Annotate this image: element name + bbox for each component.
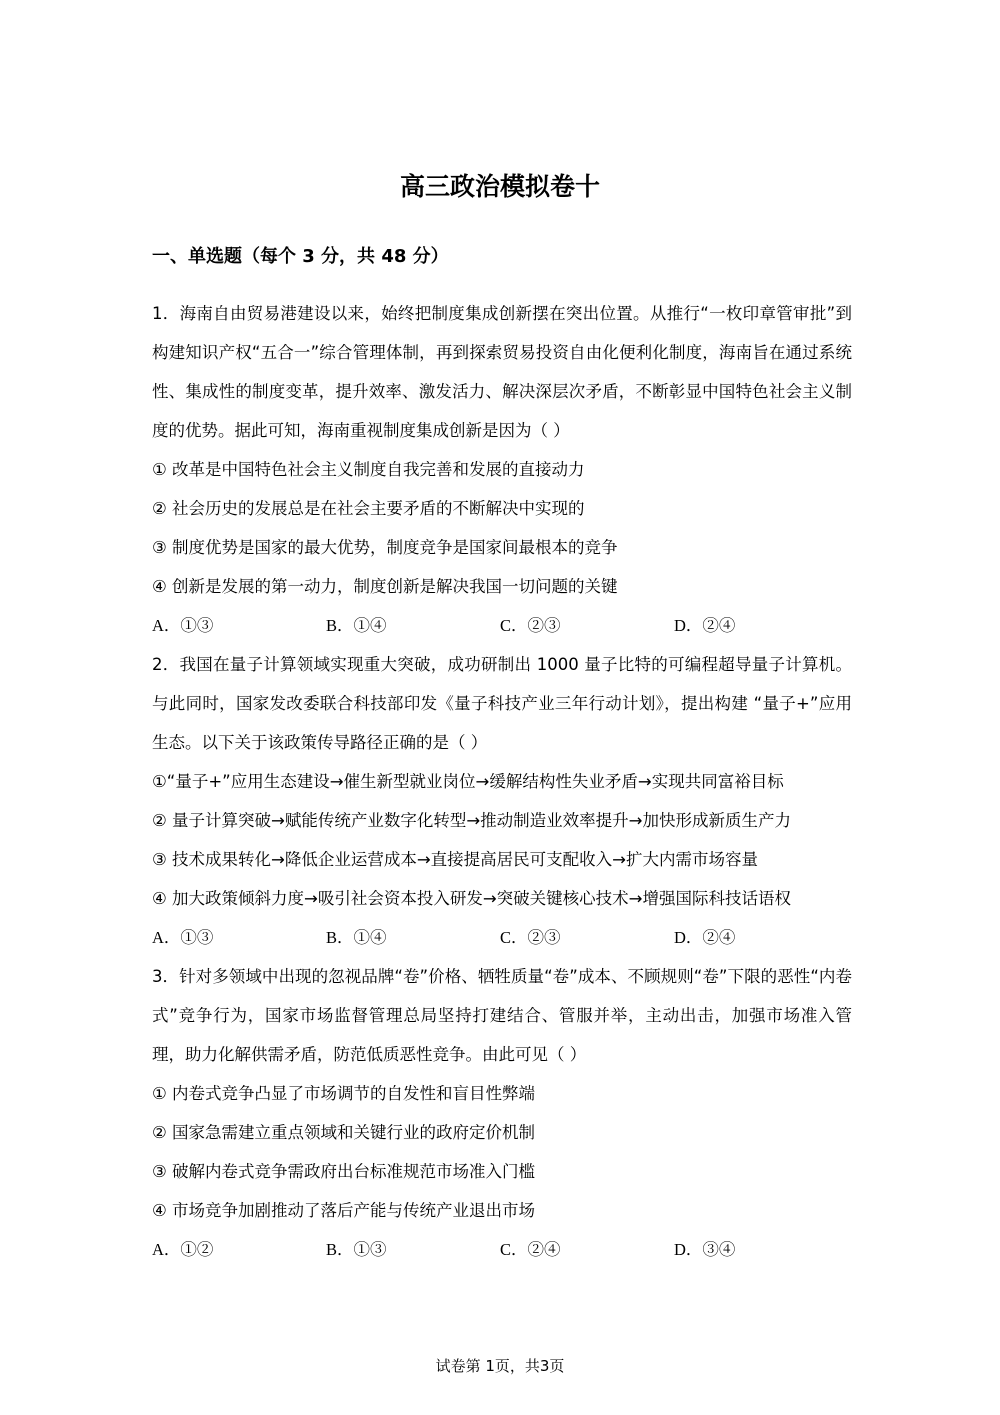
question-2-option-b: B．①④ (326, 928, 387, 947)
question-3 (152, 957, 852, 1269)
question-3-statement-3: ③ 破解内卷式竞争需政府出台标准规范市场准入门槛 (152, 1162, 536, 1181)
section-heading: 一、单选题（每个 3 分，共 48 分） (152, 246, 449, 267)
question-3-stem: 3．针对多领域中出现的忽视品牌“卷”价格、牺牲质量“卷”成本、不顾规则“卷”下限的恶性“内卷式”竞争行为，国家市场监督管理总局坚持打建结合、管服并举，主动出击，加强市场准入管理，助力化解供需矛盾，防范低质恶性竞争。由此可见（ ） (152, 967, 852, 1064)
question-2-option-c: C．②③ (500, 928, 561, 947)
question-2-option-d: D．②④ (674, 928, 736, 947)
question-3-option-b: B．①③ (326, 1240, 387, 1259)
question-3-statement-1: ① 内卷式竞争凸显了市场调节的自发性和盲目性弊端 (152, 1084, 536, 1103)
question-2-statement-3: ③ 技术成果转化→降低企业运营成本→直接提高居民可支配收入→扩大内需市场容量 (152, 850, 759, 869)
question-3-statement-4: ④ 市场竞争加剧推动了落后产能与传统产业退出市场 (152, 1201, 536, 1220)
question-1-statement-1: ① 改革是中国特色社会主义制度自我完善和发展的直接动力 (152, 460, 585, 479)
question-1-option-d: D．②④ (674, 616, 736, 635)
exam-title: 高三政治模拟卷十 (399, 172, 600, 201)
question-2-statement-4: ④ 加大政策倾斜力度→吸引社会资本投入研发→突破关键核心技术→增强国际科技话语权 (152, 889, 792, 908)
question-2-stem: 2．我国在量子计算领域实现重大突破，成功研制出 1000 量子比特的可编程超导量子计算机。与此同时，国家发改委联合科技部印发《量子科技产业三年行动计划》，提出构建 “量子+”应用生态。以下关于该政策传导路径正确的是（ ） (152, 655, 852, 752)
question-1-option-a: A．①③ (152, 616, 214, 635)
question-3-statement-2: ② 国家急需建立重点领域和关键行业的政府定价机制 (152, 1123, 536, 1142)
question-1-statement-3: ③ 制度优势是国家的最大优势，制度竞争是国家间最根本的竞争 (152, 538, 618, 557)
question-3-option-d: D．③④ (674, 1240, 736, 1259)
question-2-statement-2: ② 量子计算突破→赋能传统产业数字化转型→推动制造业效率提升→加快形成新质生产力 (152, 811, 792, 830)
page-footer: 试卷第 1页，共3页 (435, 1357, 565, 1375)
question-1-option-c: C．②③ (500, 616, 561, 635)
question-3-option-c: C．②④ (500, 1240, 561, 1259)
question-2-option-a: A．①③ (152, 928, 214, 947)
question-3-options (152, 1230, 852, 1269)
question-2 (152, 645, 852, 957)
question-3-option-a: A．①② (152, 1240, 214, 1259)
question-2-options (152, 918, 852, 957)
question-1 (152, 294, 852, 645)
question-1-statement-2: ② 社会历史的发展总是在社会主要矛盾的不断解决中实现的 (152, 499, 585, 518)
question-1-option-b: B．①④ (326, 616, 387, 635)
question-list (152, 294, 852, 1269)
question-1-stem: 1．海南自由贸易港建设以来，始终把制度集成创新摆在突出位置。从推行“一枚印章管审批”到构建知识产权“五合一”综合管理体制，再到探索贸易投资自由化便利化制度，海南旨在通过系统性、集成性的制度变革，提升效率、激发活力、解决深层次矛盾，不断彰显中国特色社会主义制度的优势。据此可知，海南重视制度集成创新是因为（ ） (152, 304, 852, 440)
question-1-options (152, 606, 852, 645)
question-2-statement-1: ①“量子+”应用生态建设→催生新型就业岗位→缓解结构性失业矛盾→实现共同富裕目标 (152, 772, 784, 791)
question-1-statement-4: ④ 创新是发展的第一动力，制度创新是解决我国一切问题的关键 (152, 577, 618, 596)
